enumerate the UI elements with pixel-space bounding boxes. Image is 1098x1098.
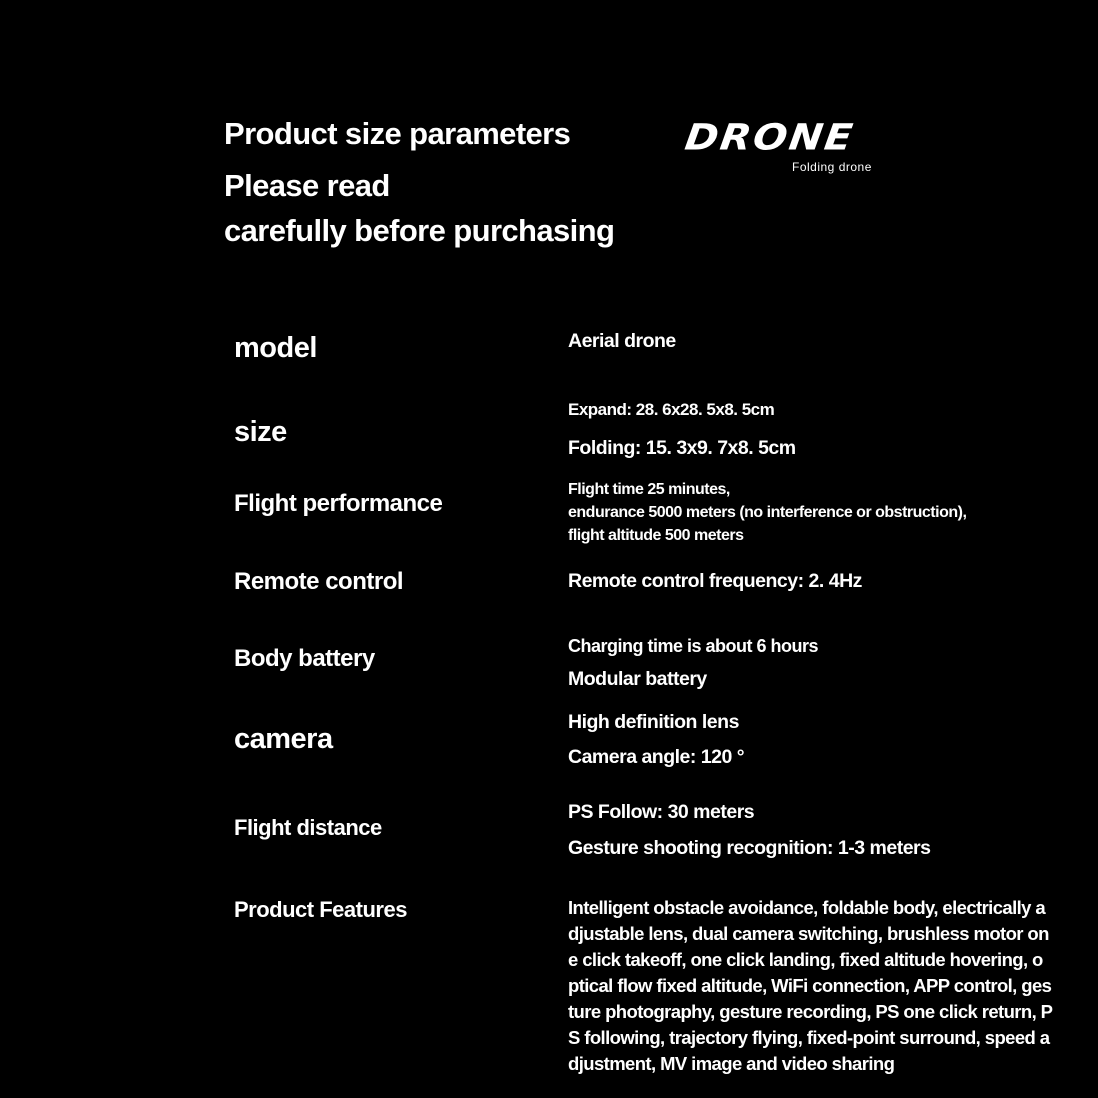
drone-logo: [682, 117, 898, 180]
spec-value-charging-time: Charging time is about 6 hours: [568, 636, 819, 656]
feature-line: djustment, MV image and video sharing: [568, 1053, 895, 1074]
spec-label-camera: camera: [234, 723, 333, 755]
logo-tagline: Folding drone: [792, 160, 872, 174]
spec-value-flight-altitude: flight altitude 500 meters: [568, 527, 744, 544]
feature-line: e click takeoff, one click landing, fixed altitude hovering, o: [568, 949, 1043, 970]
spec-label-flight-performance: Flight performance: [234, 490, 443, 517]
logo-wordmark: DRONE: [682, 117, 857, 159]
spec-label-model: model: [234, 332, 317, 364]
spec-label-flight-distance: Flight distance: [234, 815, 382, 840]
spec-value-battery-type: Modular battery: [568, 668, 707, 690]
spec-value-gesture-distance: Gesture shooting recognition: 1-3 meters: [568, 837, 931, 859]
spec-value-remote-control: Remote control frequency: 2. 4Hz: [568, 570, 862, 592]
spec-value-lens: High definition lens: [568, 711, 739, 733]
subtitle-line-1: Please read: [224, 168, 390, 203]
spec-value-camera-angle: Camera angle: 120 °: [568, 746, 745, 768]
page-title: Product size parameters: [224, 116, 571, 151]
spec-label-remote-control: Remote control: [234, 568, 404, 595]
spec-value-size-expand: Expand: 28. 6x28. 5x8. 5cm: [568, 400, 775, 419]
spec-value-endurance: endurance 5000 meters (no interference or obstruction),: [568, 504, 967, 521]
feature-line: Intelligent obstacle avoidance, foldable body, electrically a: [568, 897, 1046, 918]
spec-label-product-features: Product Features: [234, 897, 407, 922]
spec-value-product-features: [568, 895, 1054, 1077]
feature-line: djustable lens, dual camera switching, brushless motor on: [568, 923, 1049, 944]
spec-label-body-battery: Body battery: [234, 645, 375, 672]
spec-value-follow-distance: PS Follow: 30 meters: [568, 801, 755, 823]
feature-line: S following, trajectory flying, fixed-point surround, speed a: [568, 1027, 1050, 1048]
spec-value-flight-time: Flight time 25 minutes,: [568, 481, 730, 498]
spec-value-model: Aerial drone: [568, 330, 676, 352]
feature-line: ptical flow fixed altitude, WiFi connection, APP control, ges: [568, 975, 1052, 996]
spec-label-size: size: [234, 416, 287, 448]
spec-value-size-folding: Folding: 15. 3x9. 7x8. 5cm: [568, 437, 796, 459]
subtitle-line-2: carefully before purchasing: [224, 213, 615, 248]
feature-line: ture photography, gesture recording, PS one click return, P: [568, 1001, 1053, 1022]
